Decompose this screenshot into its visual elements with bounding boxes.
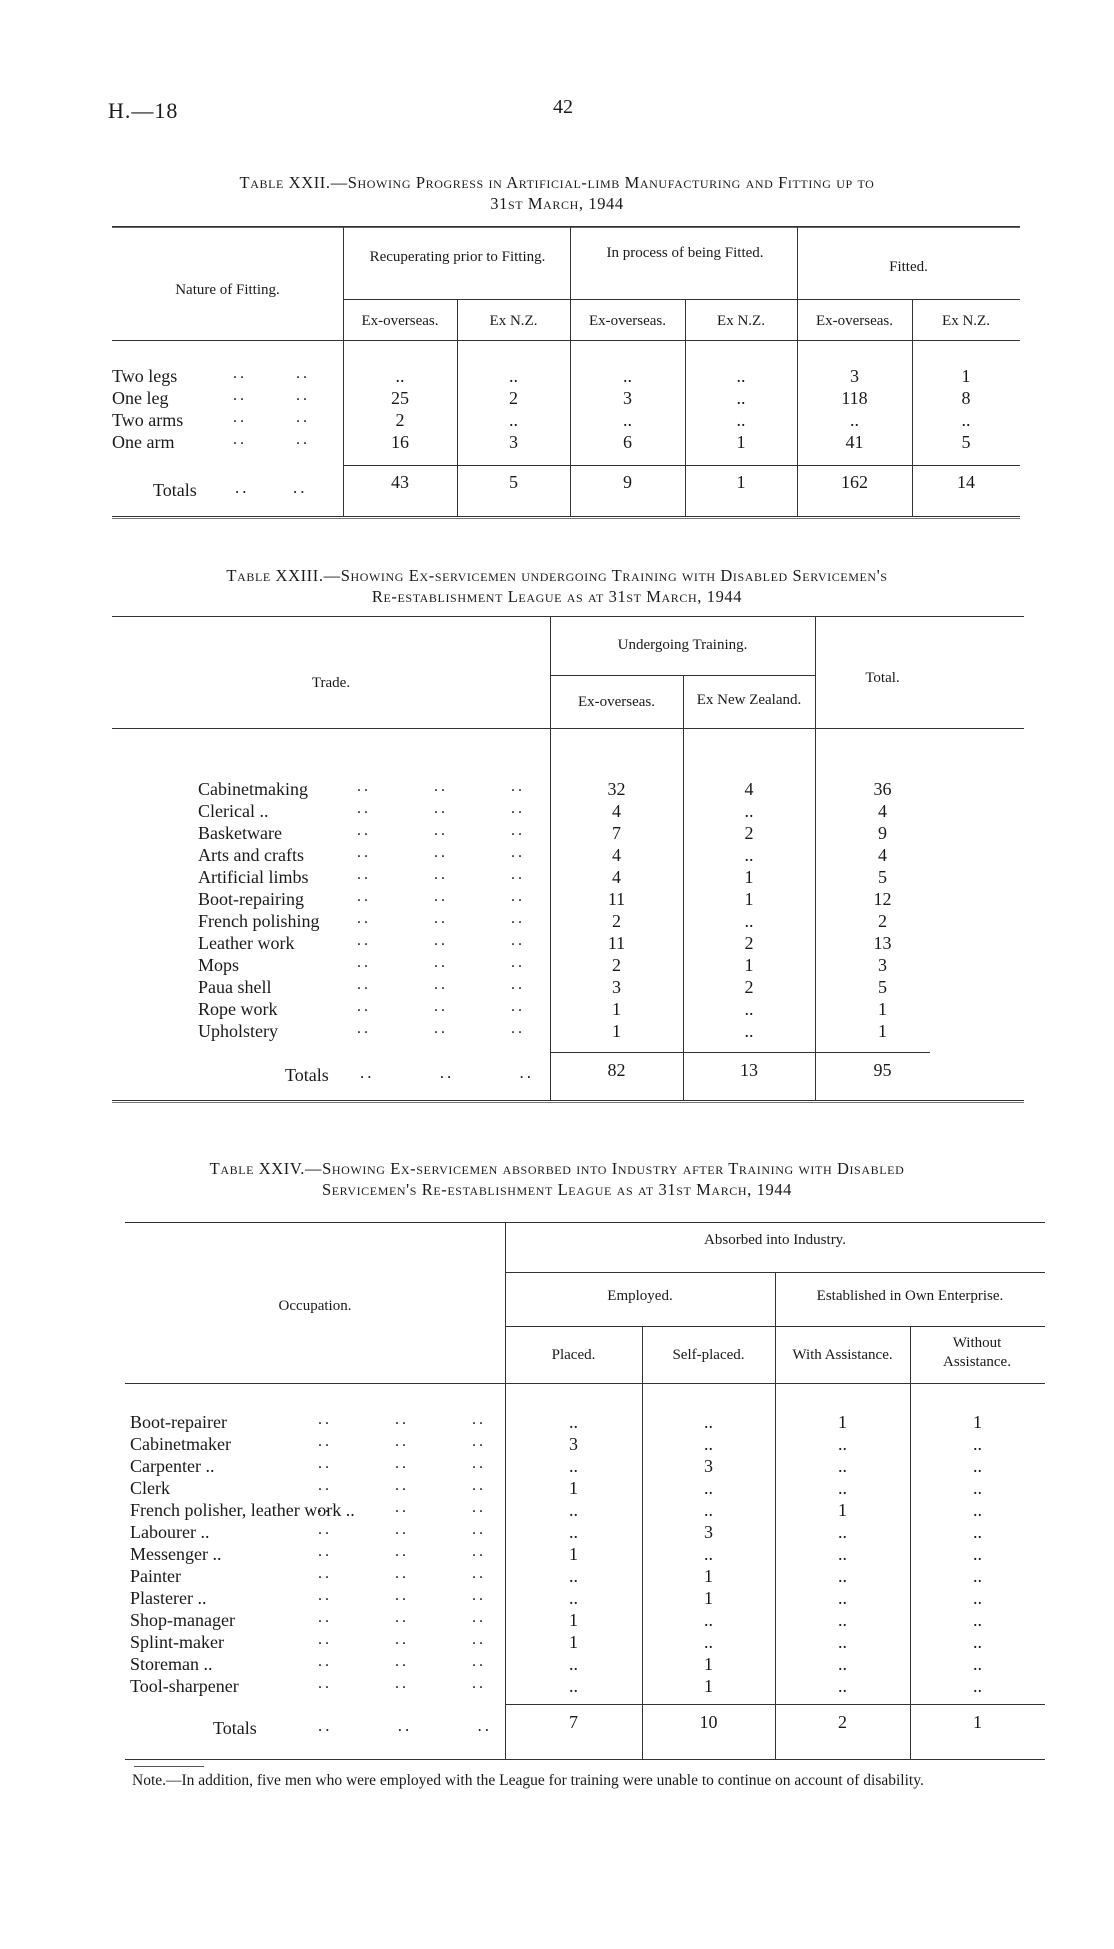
table-cell: 1 [569, 1478, 578, 1498]
leader-dots: .. .. [233, 409, 310, 426]
row-label: French polisher, leather work .. [130, 1500, 355, 1520]
leader-dots: .. .. .. [318, 1565, 486, 1582]
total-cell: 162 [841, 472, 868, 492]
table-cell: 1 [878, 1021, 887, 1041]
total-cell: 10 [699, 1712, 718, 1732]
rule [125, 1383, 1045, 1384]
leader-dots: .. .. .. [357, 866, 525, 883]
table-cell: .. [744, 845, 754, 865]
col-header-occupation: Occupation. [278, 1298, 352, 1314]
table-cell: .. [838, 1632, 847, 1652]
table-cell: .. [623, 366, 632, 386]
row-label: Plasterer .. [130, 1588, 207, 1608]
table-22-title-line2: 31st March, 1944 [490, 194, 624, 213]
table-cell: 4 [612, 801, 621, 821]
sub-header: Ex N.Z. [942, 313, 990, 329]
table-cell: .. [973, 1434, 982, 1454]
col-header-without-assistance: Without Assistance. [943, 1335, 1011, 1370]
table-cell: .. [569, 1412, 578, 1432]
table-cell: .. [973, 1544, 982, 1564]
table-cell: 118 [841, 388, 868, 408]
leader-dots: .. .. [233, 431, 310, 448]
table-cell: 1 [973, 1412, 982, 1432]
table-cell: .. [838, 1456, 847, 1476]
rule [112, 728, 1024, 729]
col-header-nature: Nature of Fitting. [175, 282, 280, 298]
table-cell: 13 [873, 933, 892, 953]
table-cell: 11 [607, 933, 626, 953]
row-label: Cabinetmaking [198, 779, 308, 799]
leader-dots: .. .. .. [357, 778, 525, 795]
table-cell: 1 [736, 432, 746, 452]
table-cell: 1 [744, 955, 754, 975]
table-cell: .. [704, 1632, 713, 1652]
leader-dots: .. .. .. [318, 1543, 486, 1560]
rule [134, 1766, 204, 1767]
rule [112, 516, 1020, 517]
totals-label: Totals [153, 480, 197, 500]
table-cell: 12 [873, 889, 892, 909]
rule [112, 518, 1020, 519]
sub-header: Ex N.Z. [717, 313, 765, 329]
table-cell: .. [569, 1522, 578, 1542]
rule [112, 1102, 1024, 1103]
table-cell: .. [973, 1654, 982, 1674]
rule [343, 299, 1020, 300]
leader-dots: .. .. .. [357, 910, 525, 927]
footnote: Note.—In addition, five men who were employed with the League for training were unable to continue on account of disability. [132, 1772, 924, 1789]
table-cell: 3 [569, 1434, 578, 1454]
table-cell: 2 [744, 823, 754, 843]
table-cell: .. [704, 1478, 713, 1498]
rule [125, 1759, 1045, 1760]
table-cell: 1 [612, 1021, 621, 1041]
page-reference: H.—18 [108, 98, 179, 123]
table-cell: 3 [612, 977, 621, 997]
rule [550, 1052, 930, 1053]
total-cell: 95 [873, 1060, 892, 1080]
rule [112, 1100, 1024, 1101]
table-cell: 1 [612, 999, 621, 1019]
table-cell: .. [838, 1654, 847, 1674]
table-cell: .. [704, 1412, 713, 1432]
sub-header-own-enterprise: Established in Own Enterprise. [816, 1288, 1004, 1304]
col-header-with-assistance: With Assistance. [792, 1347, 893, 1363]
table-cell: .. [736, 410, 746, 430]
table-23-title-line1: Table XXIII.—Showing Ex-servicemen undergoing Training with Disabled Servicemen's [226, 566, 888, 585]
table-cell: 1 [704, 1588, 713, 1608]
col-header-placed: Placed. [551, 1347, 596, 1363]
group-header-in-process: In process of being Fitted. [606, 245, 764, 261]
row-label: Mops [198, 955, 240, 975]
table-cell: 4 [612, 867, 621, 887]
table-cell: .. [569, 1654, 578, 1674]
leader-dots: .. .. .. [357, 800, 525, 817]
rule [112, 227, 1020, 228]
table-cell: 36 [873, 779, 892, 799]
table-cell: 1 [569, 1610, 578, 1630]
leader-dots: .. .. .. [357, 932, 525, 949]
row-label: Two legs [112, 366, 178, 386]
table-cell: 6 [623, 432, 632, 452]
table-cell: .. [973, 1456, 982, 1476]
group-header-absorbed: Absorbed into Industry. [704, 1232, 846, 1248]
leader-dots: .. .. .. [318, 1675, 486, 1692]
table-cell: 3 [704, 1456, 713, 1476]
row-label: Leather work [198, 933, 295, 953]
table-cell: .. [838, 1522, 847, 1542]
table-cell: 4 [744, 779, 754, 799]
row-label: Splint-maker [130, 1632, 224, 1652]
row-label: Upholstery [198, 1021, 278, 1041]
table-cell: .. [744, 999, 754, 1019]
table-cell: .. [961, 410, 971, 430]
total-cell: 9 [623, 472, 632, 492]
table-cell: .. [973, 1566, 982, 1586]
row-label: Boot-repairer [130, 1412, 227, 1432]
row-label: Tool-sharpener [130, 1676, 239, 1696]
row-label: Labourer .. [130, 1522, 210, 1542]
table-cell: .. [569, 1500, 578, 1520]
table-cell: .. [973, 1522, 982, 1542]
table-cell: .. [569, 1676, 578, 1696]
table-24-title-line2: Servicemen's Re-establishment League as at 31st March, 1944 [321, 1180, 793, 1199]
row-label: Painter [130, 1566, 181, 1586]
table-cell: .. [973, 1588, 982, 1608]
sub-header: Ex-overseas. [588, 313, 667, 329]
table-cell: .. [838, 1676, 847, 1696]
table-cell: .. [744, 1021, 754, 1041]
total-cell: 14 [957, 472, 975, 492]
table-cell: 4 [612, 845, 621, 865]
table-cell: .. [509, 410, 518, 430]
leader-dots: .. .. .. [318, 1521, 486, 1538]
table-cell: .. [704, 1500, 713, 1520]
rule [112, 340, 1020, 341]
leader-dots: .. .. .. [318, 1716, 492, 1735]
col-header-trade: Trade. [311, 675, 351, 691]
leader-dots: .. .. [233, 365, 310, 382]
table-cell: 2 [612, 911, 621, 931]
table-cell: .. [569, 1456, 578, 1476]
table-cell: .. [704, 1434, 713, 1454]
table-cell: 5 [878, 977, 887, 997]
row-label: Two arms [112, 410, 184, 430]
table-cell: 1 [961, 366, 971, 386]
table-22-title [0, 172, 1114, 214]
row-label: Rope work [198, 999, 278, 1019]
table-22-title-line1: Table XXII.—Showing Progress in Artificial-limb Manufacturing and Fitting up to [239, 173, 875, 192]
row-label: Clerk [130, 1478, 170, 1498]
table-cell: 5 [878, 867, 887, 887]
total-cell: 82 [607, 1060, 626, 1080]
col-header-total: Total. [865, 670, 900, 686]
table-cell: 3 [704, 1522, 713, 1542]
table-cell: 1 [704, 1676, 713, 1696]
leader-dots: .. .. .. [357, 888, 525, 905]
table-cell: 41 [845, 432, 864, 452]
table-cell: 5 [961, 432, 971, 452]
table-cell: 1 [704, 1566, 713, 1586]
leader-dots: .. .. .. [318, 1631, 486, 1648]
row-label: Shop-manager [130, 1610, 235, 1630]
total-cell: 13 [740, 1060, 758, 1080]
total-cell: 5 [509, 472, 518, 492]
total-cell: 1 [736, 472, 746, 492]
table-cell: 25 [391, 388, 409, 408]
row-label: French polishing [198, 911, 320, 931]
total-cell: 2 [838, 1712, 847, 1732]
sub-header: Ex N.Z. [489, 313, 538, 329]
table-24-title [0, 1158, 1114, 1200]
total-cell: 7 [569, 1712, 578, 1732]
table-23-title-line2: Re-establishment League as at 31st March, 1944 [371, 587, 743, 606]
row-label: Messenger .. [130, 1544, 222, 1564]
rule [125, 1222, 1045, 1223]
table-cell: .. [704, 1610, 713, 1630]
table-cell: .. [973, 1500, 982, 1520]
sub-header: Ex New Zealand. [696, 692, 802, 708]
table-cell: .. [838, 1566, 847, 1586]
leader-dots: .. .. [235, 478, 308, 497]
table-cell: 1 [878, 999, 887, 1019]
table-cell: .. [736, 388, 746, 408]
row-label: Paua shell [198, 977, 272, 997]
table-cell: 11 [607, 889, 626, 909]
leader-dots: .. .. .. [318, 1455, 486, 1472]
table-cell: .. [509, 366, 518, 386]
sub-header-employed: Employed. [607, 1288, 673, 1304]
leader-dots: .. .. .. [357, 822, 525, 839]
totals-label: Totals [285, 1065, 329, 1085]
group-header-recuperating: Recuperating prior to Fitting. [369, 249, 546, 265]
table-cell: 2 [509, 388, 518, 408]
table-cell: 2 [744, 977, 754, 997]
total-cell: 1 [973, 1712, 982, 1732]
table-24-title-line1: Table XXIV.—Showing Ex-servicemen absorbed into Industry after Training with Disabled [209, 1159, 905, 1178]
table-cell: .. [569, 1566, 578, 1586]
table-cell: 8 [961, 388, 971, 408]
table-cell: .. [569, 1588, 578, 1608]
leader-dots: .. .. .. [357, 1020, 525, 1037]
table-cell: 3 [623, 388, 632, 408]
table-cell: 1 [744, 867, 754, 887]
table-cell: .. [736, 366, 746, 386]
leader-dots: .. .. .. [318, 1499, 486, 1516]
table-cell: .. [973, 1478, 982, 1498]
table-cell: 32 [607, 779, 626, 799]
table-cell: .. [838, 1478, 847, 1498]
rule [112, 616, 1024, 617]
row-label: Storeman .. [130, 1654, 213, 1674]
table-cell: .. [744, 911, 754, 931]
table-cell: 3 [850, 366, 859, 386]
table-cell: 1 [704, 1654, 713, 1674]
table-cell: 1 [838, 1500, 847, 1520]
table-23-title [0, 565, 1114, 607]
table-cell: 3 [509, 432, 518, 452]
table-cell: .. [395, 366, 405, 386]
table-cell: .. [838, 1434, 847, 1454]
table-cell: 1 [744, 889, 754, 909]
sub-header: Ex-overseas. [577, 694, 656, 710]
table-cell: .. [838, 1610, 847, 1630]
table-cell: .. [704, 1544, 713, 1564]
table-cell: 2 [395, 410, 405, 430]
leader-dots: .. .. .. [318, 1433, 486, 1450]
sub-header: Ex-overseas. [815, 313, 894, 329]
table-cell: .. [838, 1588, 847, 1608]
table-cell: 1 [569, 1544, 578, 1564]
table-cell: 2 [744, 933, 754, 953]
table-cell: 9 [878, 823, 887, 843]
rule [343, 465, 1020, 466]
table-cell: 4 [878, 801, 887, 821]
group-header-fitted: Fitted. [889, 259, 928, 275]
row-label: Artificial limbs [198, 867, 309, 887]
table-cell: 4 [878, 845, 887, 865]
row-label: Cabinetmaker [130, 1434, 231, 1454]
leader-dots: .. .. .. [318, 1587, 486, 1604]
leader-dots: .. .. .. [357, 976, 525, 993]
row-label: Arts and crafts [198, 845, 304, 865]
table-cell: .. [973, 1632, 982, 1652]
row-label: One leg [112, 388, 169, 408]
table-cell: .. [850, 410, 859, 430]
leader-dots: .. .. .. [318, 1477, 486, 1494]
row-label: Carpenter .. [130, 1456, 215, 1476]
page-number: 42 [553, 96, 573, 118]
leader-dots: .. .. .. [318, 1411, 486, 1428]
table-cell: 3 [878, 955, 887, 975]
leader-dots: .. .. .. [357, 998, 525, 1015]
row-label: Boot-repairing [198, 889, 304, 909]
table-cell: 1 [838, 1412, 847, 1432]
leader-dots: .. .. [233, 387, 310, 404]
table-cell: .. [744, 801, 754, 821]
col-header-self-placed: Self-placed. [672, 1347, 745, 1363]
table-cell: 1 [569, 1632, 578, 1652]
leader-dots: .. .. .. [318, 1653, 486, 1670]
leader-dots: .. .. .. [357, 954, 525, 971]
totals-label: Totals [213, 1718, 257, 1738]
row-label: Clerical .. [198, 801, 269, 821]
row-label: One arm [112, 432, 175, 452]
table-cell: 2 [878, 911, 887, 931]
total-cell: 43 [391, 472, 409, 492]
leader-dots: .. .. .. [357, 844, 525, 861]
leader-dots: .. .. .. [318, 1609, 486, 1626]
sub-header: Ex-overseas. [361, 313, 439, 329]
row-label: Basketware [198, 823, 282, 843]
leader-dots: .. .. .. [360, 1063, 534, 1082]
table-cell: .. [838, 1544, 847, 1564]
group-header-undergoing: Undergoing Training. [617, 637, 748, 653]
table-cell: 2 [612, 955, 621, 975]
table-cell: .. [973, 1610, 982, 1630]
table-cell: 7 [612, 823, 621, 843]
table-cell: 16 [391, 432, 409, 452]
table-cell: .. [973, 1676, 982, 1696]
table-cell: .. [623, 410, 632, 430]
